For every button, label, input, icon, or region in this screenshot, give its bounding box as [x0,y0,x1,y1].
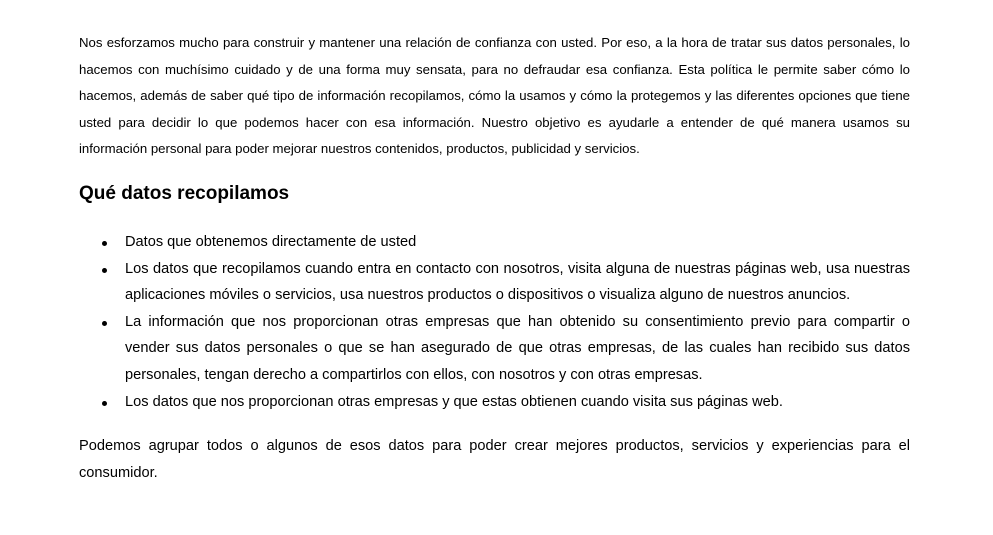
list-item [79,256,910,309]
data-collected-list [79,229,910,415]
intro-paragraph: Nos esforzamos mucho para construir y mantener una relación de confianza con usted. Por eso, a la hora de tratar sus datos personales, lo hacemos con muchísimo cuidado y de una forma muy sensata, para no defraudar esa confianza. Esta política le permite saber cómo lo hacemos, además de saber qué tipo de información recopilamos, cómo la usamos y cómo la protegemos y las diferentes opciones que tiene usted para decidir lo que podemos hacer con esa información. Nuestro objetivo es ayudarle a entender de qué manera usamos su información personal para poder mejorar nuestros contenidos, productos, publicidad y servicios. [79,35,910,157]
closing-paragraph: Podemos agrupar todos o algunos de esos datos para poder crear mejores productos, servicios y experiencias para el consumidor. [79,438,910,482]
list-item-text: La información que nos proporcionan otras empresas que han obtenido su consentimiento previo para compartir o vender sus datos personales o que se han asegurado de que otras empresas, de las cuales han recibido sus datos personales, tengan derecho a compartirlos con ellos, con nosotros y con otras empresas. [125,313,910,383]
bullet-icon [102,241,107,246]
list-item-text: Datos que obtenemos directamente de usted [125,233,417,250]
list-item-text: Los datos que recopilamos cuando entra en contacto con nosotros, visita alguna de nuestras páginas web, usa nuestras aplicaciones móviles o servicios, usa nuestros productos o dispositivos o visualiza alguno de nuestros anuncios. [125,260,910,304]
policy-document [79,30,910,487]
bullet-icon [102,268,107,273]
bullet-icon [102,321,107,326]
section-heading: Qué datos recopilamos [79,182,290,204]
list-item [79,229,910,256]
list-item [79,389,910,416]
list-item [79,309,910,389]
bullet-icon [102,401,107,406]
list-item-text: Los datos que nos proporcionan otras empresas y que estas obtienen cuando visita sus páginas web. [125,393,783,410]
